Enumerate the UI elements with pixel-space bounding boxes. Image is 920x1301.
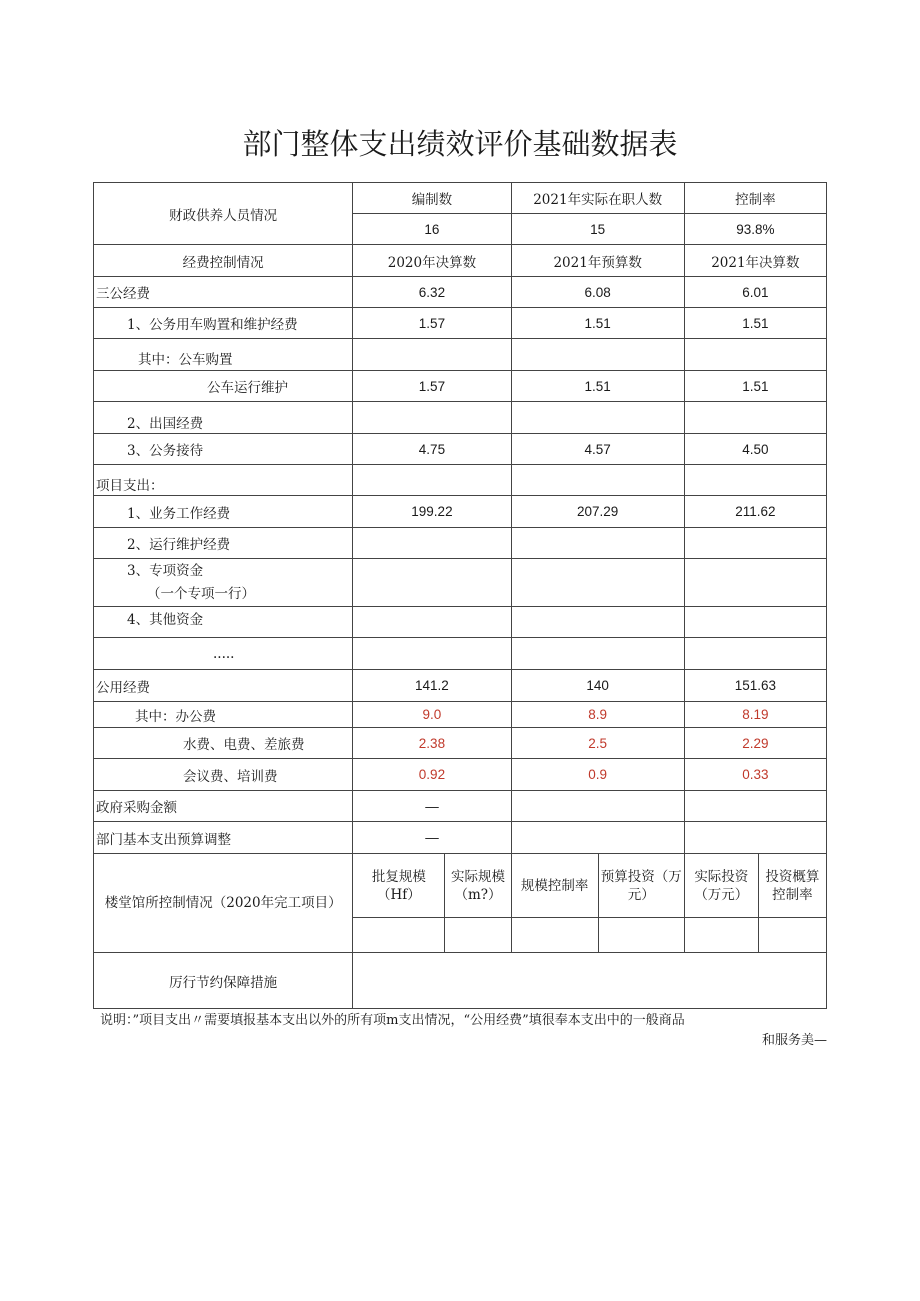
row-label: 其中：公车购置 [94,339,353,371]
row-value [353,528,511,559]
staff-value-actual: 15 [511,214,684,245]
row-value: 1.51 [684,371,826,402]
row-value: 0.33 [684,759,826,791]
row-value: 6.01 [684,277,826,308]
row-value: 0.9 [511,759,684,791]
row-value: 1.51 [511,371,684,402]
building-header-actual-invest: 实际投资（万元） [684,854,758,918]
row-value [684,559,826,607]
building-value [684,918,758,953]
row-value: 6.32 [353,277,511,308]
row-value [684,402,826,434]
row-value: 1.57 [353,371,511,402]
row-value [511,402,684,434]
row-label: 2、出国经费 [94,402,353,434]
row-value [511,339,684,371]
measures-label: 厉行节约保障措施 [94,953,353,1009]
row-value: 1.51 [511,308,684,339]
row-value: 8.19 [684,702,826,728]
row-label-sub: （一个专项一行） [147,585,255,602]
row-label-multiline [94,559,353,607]
staff-value-quota: 16 [353,214,511,245]
row-label: 3、专项资金 [127,562,204,579]
row-label: 2、运行维护经费 [94,528,353,559]
data-table [93,182,827,1009]
row-value: 211.62 [684,496,826,528]
building-header-approved: 批复规模（Hf） [353,854,445,918]
row-label: 3、公务接待 [94,434,353,465]
row-value: 4.57 [511,434,684,465]
row-value: 4.50 [684,434,826,465]
row-value [684,638,826,670]
row-label: 公用经费 [94,670,353,702]
row-value: 1.57 [353,308,511,339]
funds-header-2021-budget: 2021年预算数 [511,245,684,277]
row-value: — [353,791,511,822]
row-value [511,791,684,822]
row-value [684,607,826,638]
row-value [353,559,511,607]
row-label: 政府采购金额 [94,791,353,822]
row-value [511,607,684,638]
row-value [353,339,511,371]
row-value: 9.0 [353,702,511,728]
row-label: 公车运行维护 [94,371,353,402]
row-value [684,791,826,822]
funds-header-2021-final: 2021年决算数 [684,245,826,277]
staff-header-quota: 编制数 [353,183,511,214]
row-value [511,528,684,559]
staff-header-actual: 2021年实际在职人数 [511,183,684,214]
row-value [684,465,826,496]
row-value [353,402,511,434]
building-value [598,918,684,953]
building-value [353,918,445,953]
row-value: — [353,822,511,854]
row-value [353,638,511,670]
building-value [445,918,511,953]
row-value [511,465,684,496]
row-value: 207.29 [511,496,684,528]
row-value: 1.51 [684,308,826,339]
row-label: ..... [94,638,353,670]
row-value [511,559,684,607]
row-value: 199.22 [353,496,511,528]
row-label: 会议费、培训费 [94,759,353,791]
building-label: 楼堂馆所控制情况（2020年完工项目） [94,854,353,953]
row-value: 0.92 [353,759,511,791]
footnote [100,1011,827,1051]
row-value: 151.63 [684,670,826,702]
row-label: 1、公务用车购置和维护经费 [94,308,353,339]
row-label: 其中：办公费 [94,702,353,728]
building-value [758,918,826,953]
row-value [684,528,826,559]
row-value [684,339,826,371]
page-title: 部门整体支出绩效评价基础数据表 [242,127,678,161]
staff-header-rate: 控制率 [684,183,826,214]
row-value: 2.29 [684,728,826,759]
measures-value [353,953,827,1009]
row-label: 三公经费 [94,277,353,308]
row-label: 1、业务工作经费 [94,496,353,528]
row-value: 2.5 [511,728,684,759]
row-value: 2.38 [353,728,511,759]
row-value [511,822,684,854]
footnote-line1: 说明：”项目支出〃需要填报基本支出以外的所有项m支出情况，“公用经费”填很奉本支出中的一般商品 [100,1013,685,1028]
funds-header-2020: 2020年决算数 [353,245,511,277]
building-header-rate: 规模控制率 [511,854,598,918]
footnote-line2: 和服务美— [761,1033,827,1048]
row-value [353,607,511,638]
row-label: 项目支出： [94,465,353,496]
row-label: 水费、电费、差旅费 [94,728,353,759]
row-value: 6.08 [511,277,684,308]
row-value: 8.9 [511,702,684,728]
row-label: 部门基本支出预算调整 [94,822,353,854]
building-header-invest-rate: 投资概算控制率 [758,854,826,918]
row-value [511,638,684,670]
building-header-budget-invest: 预算投资（万元） [598,854,684,918]
building-header-actual: 实际规模（m?） [445,854,511,918]
row-value: 141.2 [353,670,511,702]
row-value: 140 [511,670,684,702]
row-value [684,822,826,854]
funds-label: 经费控制情况 [94,245,353,277]
row-label: 4、其他资金 [94,607,353,638]
staff-value-rate: 93.8% [684,214,826,245]
building-value [511,918,598,953]
row-value [353,465,511,496]
row-value: 4.75 [353,434,511,465]
staff-label: 财政供养人员情况 [94,183,353,245]
